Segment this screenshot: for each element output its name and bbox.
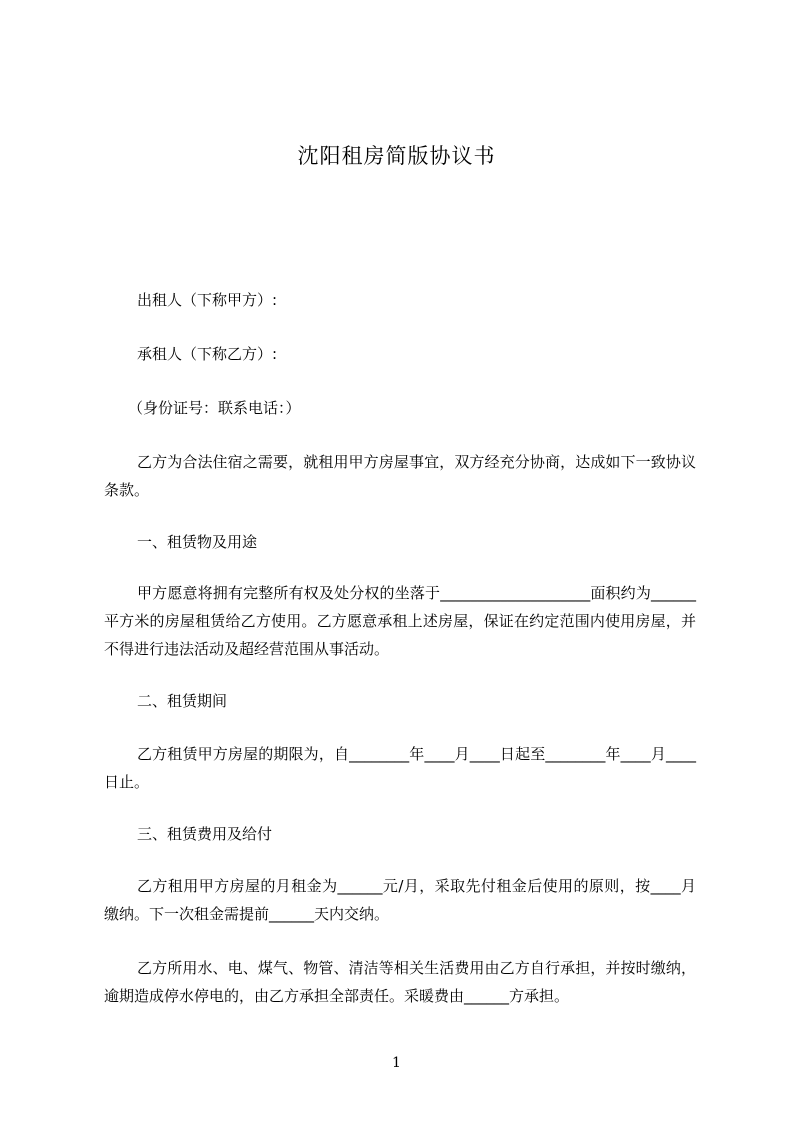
section-2-paragraph: 乙方租赁甲方房屋的期限为，自________年____月____日起至________年____月____日止。 <box>104 745 696 791</box>
id-contact-line: （身份证号：联系电话：） <box>128 399 301 417</box>
page-number: 1 <box>392 1055 401 1071</box>
section-1-paragraph: 甲方愿意将拥有完整所有权及处分权的坐落于____________________面积约为______平方米的房屋租赁给乙方使用。乙方愿意承租上述房屋，保证在约定范围内使用房屋，并不得进行违法活动及超经营范围从事活动。 <box>104 584 696 658</box>
section-2-heading: 二、租赁期间 <box>137 692 228 710</box>
document-title: 沈阳租房简版协议书 <box>297 144 496 168</box>
section-3-heading: 三、租赁费用及给付 <box>137 825 273 843</box>
section-1-heading: 一、租赁物及用途 <box>137 533 258 551</box>
section-3-paragraph-utilities: 乙方所用水、电、煤气、物管、清洁等相关生活费用由乙方自行承担，并按时缴纳，逾期造成停水停电的，由乙方承担全部责任。采暖费由______方承担。 <box>104 959 696 1005</box>
lessee-line: 承租人（下称乙方）: <box>137 345 278 363</box>
lessor-line: 出租人（下称甲方）: <box>137 291 278 309</box>
intro-paragraph: 乙方为合法住宿之需要，就租用甲方房屋事宜，双方经充分协商，达成如下一致协议条款。 <box>104 453 696 499</box>
section-3-paragraph-rent: 乙方租用甲方房屋的月租金为______元/月，采取先付租金后使用的原则，按____月缴纳。下一次租金需提前______天内交纳。 <box>104 877 696 923</box>
